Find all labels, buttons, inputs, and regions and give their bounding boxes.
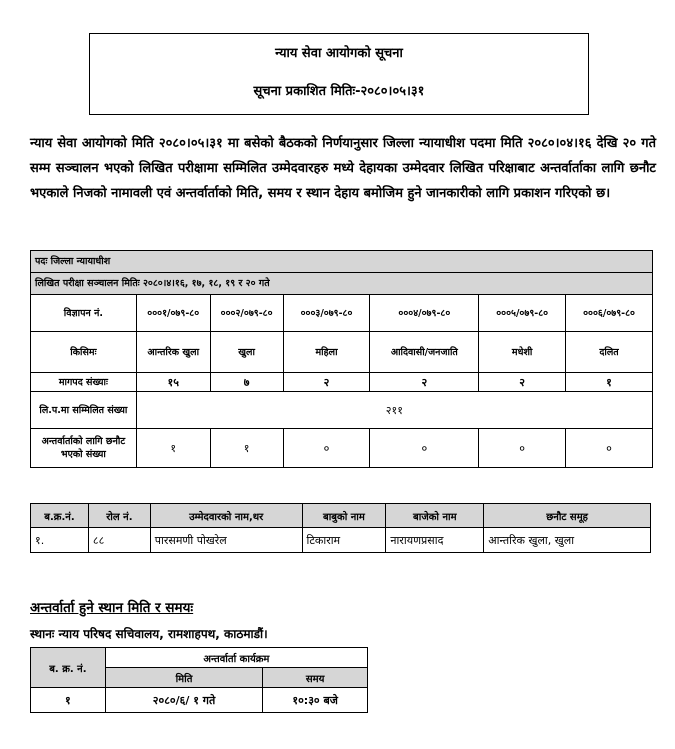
posts-value: १५ [136,373,210,392]
date-header: मिति [105,668,263,688]
advertisement-number: ०००१/०७९-८० [136,295,210,332]
type-value: मधेशी [479,332,566,373]
advertisement-number: ०००२/०७९-८० [210,295,283,332]
interview-schedule-table [30,647,368,713]
exam-dates: लिखित परीक्षा सञ्चालन मितिः २०८०।४।१६, १७, १८, १९ र २० गते [31,273,653,295]
shortlisted-value: ० [566,429,653,468]
type-value: दलित [566,332,653,373]
column-header: रोल नं. [88,504,150,528]
advertisement-number: ०००३/०७९-८० [283,295,370,332]
type-label: किसिमः [31,332,137,373]
column-header: उम्मेदवारको नाम,थर [150,504,302,528]
serial-cell: १ [31,688,106,713]
exam-participants-label: लि.प.मा सम्मिलित संख्या [31,392,137,429]
shortlisted-value: १ [210,429,283,468]
intro-paragraph: न्याय सेवा आयोगको मिति २०८०।०५।३१ मा बसेको बैठकको निर्णयानुसार जिल्ला न्यायाधीश पदमा मिति २०८०।०४।१६ देखि २० गते सम्म सञ्चालन भएको लिखित परीक्षामा सम्मिलित उम्मेदवारहरु मध्ये देहायका उम्मेदवार लिखित परिक्षाबाट अन्तर्वार्ताका लागि छनौट भएकाले निजको नामावली एवं अन्तर्वार्ताको मिति, समय र स्थान देहाय बमोजिम हुने जानकारीको लागि प्रकाशन गरिएको छ। [30,136,656,201]
posts-label: मागपद संख्याः [31,373,137,392]
column-header: बाबुको नाम [302,504,386,528]
roll-cell: ८८ [88,528,150,553]
post-name: पदः जिल्ला न्यायाधीश [31,251,653,273]
interview-date-cell: २०८०/६/ १ गते [105,688,263,713]
advertisement-number: ०००४/०७९-८० [370,295,479,332]
candidates-header-row [31,504,651,528]
table-row [31,528,651,553]
shortlisted-value: ० [370,429,479,468]
posts-value: ७ [210,373,283,392]
interview-time-cell: १०:३० बजे [263,688,368,713]
column-header: ब.क्र.नं. [31,504,89,528]
type-value: आदिवासी/जनजाति [370,332,479,373]
column-header: बाजेको नाम [386,504,484,528]
advertisement-number: ०००६/०७९-८० [566,295,653,332]
serial-cell: १. [31,528,89,553]
shortlisted-value: ० [283,429,370,468]
type-value: खुला [210,332,283,373]
table-row [31,688,368,713]
column-header: छनौट समूह [484,504,651,528]
type-value: महिला [283,332,370,373]
shortlisted-value: १ [136,429,210,468]
posts-value: १ [566,373,653,392]
post-details-table [30,250,653,468]
posts-value: २ [283,373,370,392]
interview-venue: स्थानः न्याय परिषद सचिवालय, रामशाहपथ, काठमाडौं। [30,627,268,641]
interview-section-title: अन्तर्वार्ता हुने स्थान मिति र समयः [30,600,194,616]
advertisement-number: ०००५/०७९-८० [479,295,566,332]
notice-title: न्याय सेवा आयोगको सूचना [275,46,403,61]
candidate-name-cell: पारसमणी पोखरेल [150,528,302,553]
posts-value: २ [370,373,479,392]
notice-published-date: सूचना प्रकाशित मितिः-२०८०।०५।३१ [253,84,425,99]
father-name-cell: टिकाराम [302,528,386,553]
exam-participants-value: २११ [136,392,652,429]
shortlisted-label: अन्तर्वार्ताको लागि छनौट भएको संख्या [31,429,137,468]
advertisement-label: विज्ञापन नं. [31,295,137,332]
program-header: अन्तर्वार्ता कार्यक्रम [105,648,367,668]
selection-group-cell: आन्तरिक खुला, खुला [484,528,651,553]
time-header: समय [263,668,368,688]
notice-header-box [89,33,589,115]
serial-header: ब. क्र. नं. [31,648,106,688]
shortlisted-value: ० [479,429,566,468]
type-value: आन्तरिक खुला [136,332,210,373]
posts-value: २ [479,373,566,392]
grandfather-name-cell: नारायणप्रसाद [386,528,484,553]
candidates-table [30,503,651,553]
